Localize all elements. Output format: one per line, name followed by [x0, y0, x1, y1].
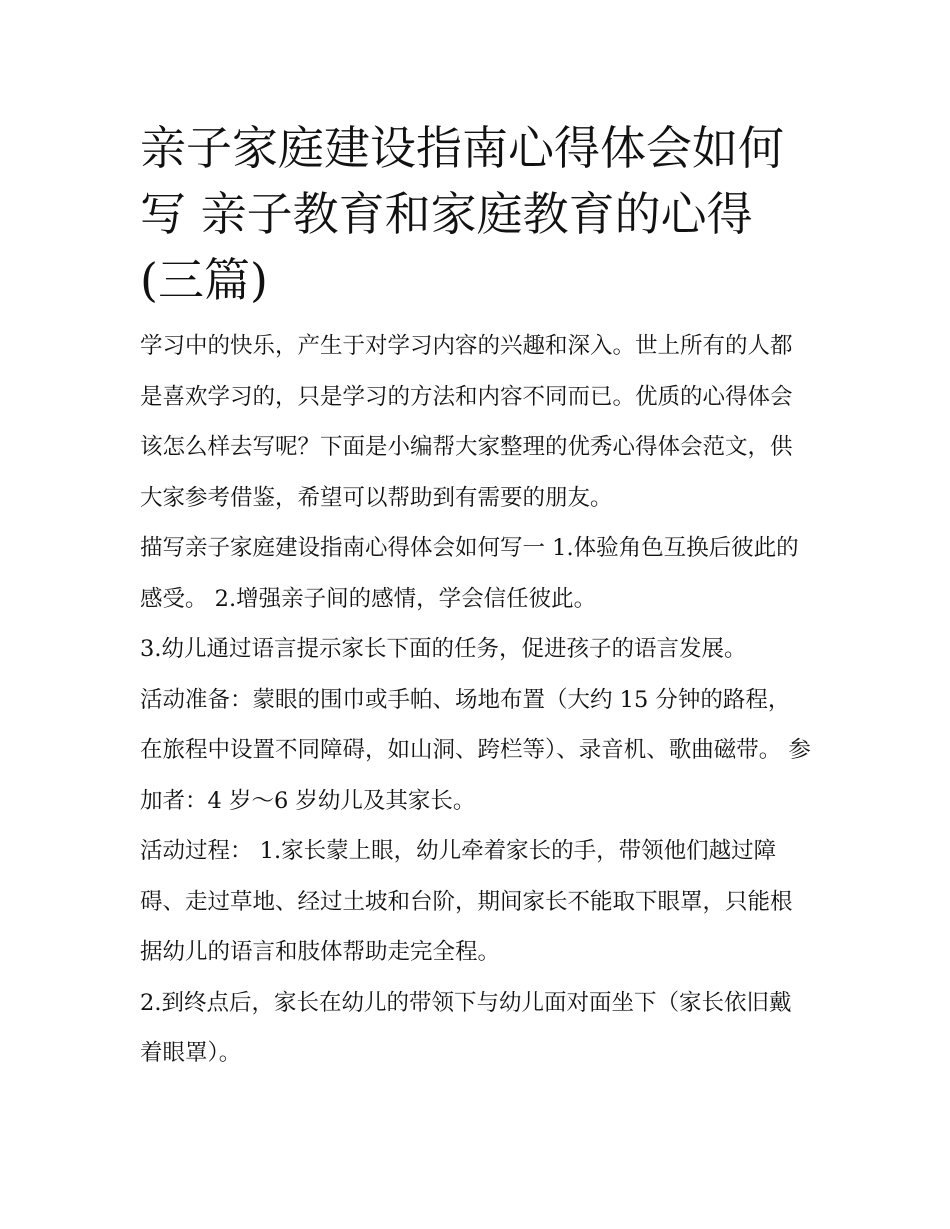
intro-paragraph: 学习中的快乐，产生于对学习内容的兴趣和深入。世上所有的人都是喜欢学习的，只是学习的方法和内容不同而已。优质的心得体会该怎么样去写呢？下面是小编帮大家整理的优秀心得体会范文，供大家参考借鉴，希望可以帮助到有需要的朋友。: [140, 333, 793, 511]
activity-goal-3-paragraph: 3.幼儿通过语言提示家长下面的任务，促进孩子的语言发展。: [140, 636, 747, 662]
document-content: [140, 115, 812, 1079]
activity-goals-paragraph: 描写亲子家庭建设指南心得体会如何写一 1.体验角色互换后彼此的感受。 2.增强亲子间的感情，学会信任彼此。: [140, 535, 799, 612]
activity-step-2-paragraph: 2.到终点后，家长在幼儿的带领下与幼儿面对面坐下（家长依旧戴着眼罩）。: [140, 989, 792, 1066]
document-title: 亲子家庭建设指南心得体会如何写 亲子教育和家庭教育的心得(三篇): [140, 121, 784, 307]
activity-preparation-paragraph: 活动准备：蒙眼的围巾或手帕、场地布置（大约 15 分钟的路程，在旅程中设置不同障碍，如山洞、跨栏等）、录音机、歌曲磁带。 参加者：4 岁～6 岁幼儿及其家长。: [140, 686, 811, 814]
activity-process-paragraph: 活动过程： 1.家长蒙上眼，幼儿牵着家长的手，带领他们越过障碍、走过草地、经过土坡和台阶，期间家长不能取下眼罩，只能根据幼儿的语言和肢体帮助走完全程。: [140, 838, 793, 965]
